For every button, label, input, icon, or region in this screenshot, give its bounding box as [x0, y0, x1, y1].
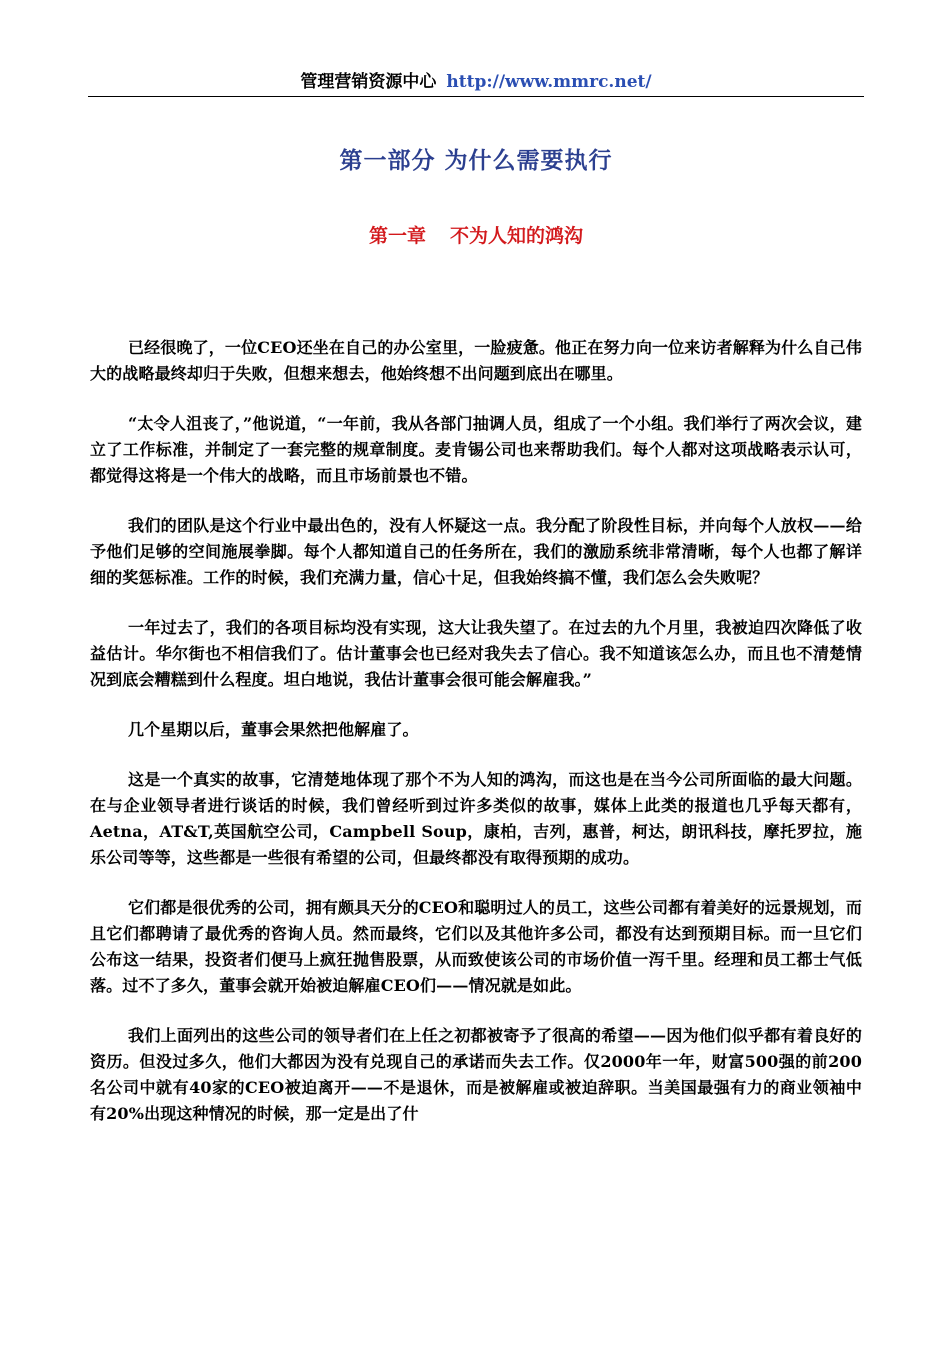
paragraph: 我们上面列出的这些公司的领导者们在上任之初都被寄予了很高的希望——因为他们似乎都有着良好的资历。但没过多久，他们大都因为没有兑现自己的承诺而失去工作。仅2000年一年，财富500强的前200名公司中就有40家的CEO被迫离开——不是退休，而是被解雇或被迫辞职。当美国最强有力的商业领袖中有20%出现这种情况的时候，那一定是出了什 [90, 1026, 862, 1123]
chapter-title [88, 221, 864, 251]
paragraph: 一年过去了，我们的各项目标均没有实现，这大让我失望了。在过去的九个月里，我被迫四次降低了收益估计。华尔街也不相信我们了。估计董事会也已经对我失去了信心。我不知道该怎么办，而且也不清楚情况到底会糟糕到什么程度。坦白地说，我估计董事会很可能会解雇我。” [90, 618, 862, 689]
chapter-label: 第一章 [368, 225, 426, 247]
paragraph: “太令人沮丧了，”他说道，“一年前，我从各部门抽调人员，组成了一个小组。我们举行了两次会议，建立了工作标准，并制定了一套完整的规章制度。麦肯锡公司也来帮助我们。每个人都对这项战略表示认可，都觉得这将是一个伟大的战略，而且市场前景也不错。 [90, 414, 862, 485]
site-url-link[interactable]: http://www.mmrc.net/ [446, 72, 652, 92]
paragraph: 它们都是很优秀的公司，拥有颇具天分的CEO和聪明过人的员工，这些公司都有着美好的远景规划，而且它们都聘请了最优秀的咨询人员。然而最终，它们以及其他许多公司，都没有达到预期目标。而一旦它们公布这一结果，投资者们便马上疯狂抛售股票，从而致使该公司的市场价值一泻千里。经理和员工都士气低落。过不了多久，董事会就开始被迫解雇CEO们——情况就是如此。 [90, 898, 862, 995]
header-divider [88, 96, 864, 97]
part-title: 第一部分 为什么需要执行 [339, 147, 613, 174]
body-text [90, 335, 862, 1151]
site-name: 管理营销资源中心 [300, 72, 437, 92]
page-header [88, 68, 864, 96]
chapter-name: 不为人知的鸿沟 [450, 225, 584, 247]
paragraph: 这是一个真实的故事，它清楚地体现了那个不为人知的鸿沟，而这也是在当今公司所面临的最大问题。在与企业领导者进行谈话的时候，我们曾经听到过许多类似的故事，媒体上此类的报道也几乎每天都有， Aetna，AT&T,英国航空公司，Campbell Soup，康柏，吉列，惠普，柯达，朗讯科技，摩托罗拉，施乐公司等等，这些都是一些很有希望的公司，但最终都没有取得预期的成功。 [90, 770, 862, 867]
paragraph: 已经很晚了，一位CEO还坐在自己的办公室里，一脸疲惫。他正在努力向一位来访者解释为什么自己伟大的战略最终却归于失败，但想来想去，他始终想不出问题到底出在哪里。 [90, 338, 862, 383]
paragraph: 几个星期以后，董事会果然把他解雇了。 [128, 720, 419, 739]
paragraph: 我们的团队是这个行业中最出色的，没有人怀疑这一点。我分配了阶段性目标，并向每个人放权——给予他们足够的空间施展拳脚。每个人都知道自己的任务所在，我们的激励系统非常清晰，每个人也都了解详细的奖惩标准。工作的时候，我们充满力量，信心十足，但我始终搞不懂，我们怎么会失败呢？ [90, 516, 862, 587]
